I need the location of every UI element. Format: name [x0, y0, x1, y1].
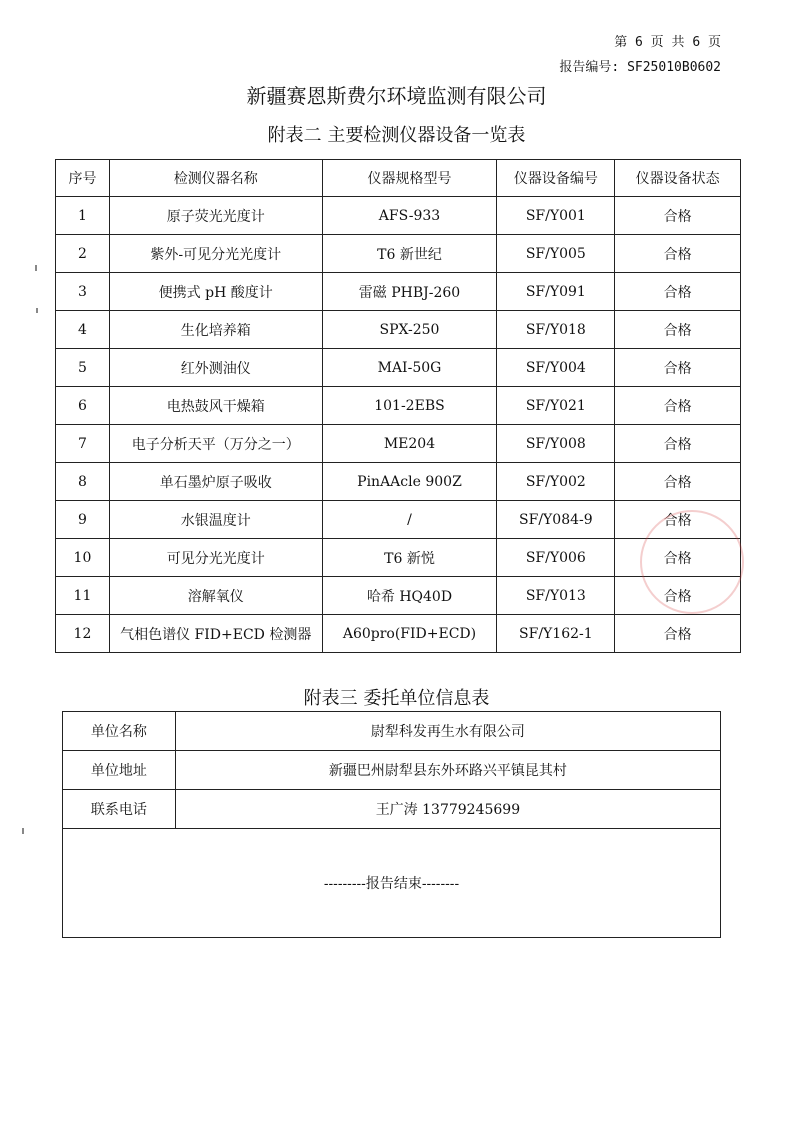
table-cell: SF/Y013 [497, 577, 615, 615]
table-cell: 雷磁 PHBJ-260 [322, 273, 497, 311]
table-cell: 11 [56, 577, 110, 615]
table-row [56, 387, 741, 425]
field-value: 新疆巴州尉犁县东外环路兴平镇昆其村 [175, 751, 720, 790]
table-cell: 2 [56, 235, 110, 273]
table-cell: 合格 [615, 387, 741, 425]
table-cell: 合格 [615, 273, 741, 311]
table-row [56, 501, 741, 539]
field-label: 单位地址 [63, 751, 176, 790]
client-info-table [62, 711, 721, 938]
table-cell: T6 新世纪 [322, 235, 497, 273]
company-name: 新疆赛恩斯费尔环境监测有限公司 [246, 84, 547, 108]
table-cell: / [322, 501, 497, 539]
table-cell: SF/Y001 [497, 197, 615, 235]
table-cell: 生化培养箱 [109, 311, 322, 349]
table-row [56, 463, 741, 501]
table-row [56, 311, 741, 349]
table-cell: 合格 [615, 539, 741, 577]
page-header [559, 30, 721, 80]
instrument-table-title: 附表二 主要检测仪器设备一览表 [267, 125, 526, 146]
field-value: 王广涛 13779245699 [175, 790, 720, 829]
col-header: 序号 [56, 160, 110, 197]
table-row [56, 349, 741, 387]
scan-mark [22, 828, 24, 834]
field-value: 尉犁科发再生水有限公司 [175, 712, 720, 751]
table-cell: 水银温度计 [109, 501, 322, 539]
table-cell: 7 [56, 425, 110, 463]
col-header: 仪器设备编号 [497, 160, 615, 197]
table-cell: 合格 [615, 425, 741, 463]
table-cell: 4 [56, 311, 110, 349]
table-cell: 9 [56, 501, 110, 539]
table-row [56, 425, 741, 463]
table-row [56, 273, 741, 311]
col-header: 仪器规格型号 [322, 160, 497, 197]
table-row [56, 539, 741, 577]
table-cell: SF/Y091 [497, 273, 615, 311]
table-cell: 单石墨炉原子吸收 [109, 463, 322, 501]
table-cell: 电热鼓风干燥箱 [109, 387, 322, 425]
table-cell: 合格 [615, 235, 741, 273]
page-indicator: 第 6 页 共 6 页 [614, 35, 721, 50]
table-cell: 合格 [615, 501, 741, 539]
table-cell: 6 [56, 387, 110, 425]
report-end: ---------报告结束-------- [63, 829, 721, 938]
col-header: 检测仪器名称 [109, 160, 322, 197]
table-row [63, 829, 721, 938]
table-row [63, 712, 721, 751]
table-cell: 紫外-可见分光光度计 [109, 235, 322, 273]
table-cell: 3 [56, 273, 110, 311]
table-cell: 原子荧光光度计 [109, 197, 322, 235]
table-cell: 12 [56, 615, 110, 653]
table-cell: PinAAcle 900Z [322, 463, 497, 501]
table-row [63, 751, 721, 790]
table-cell: SF/Y008 [497, 425, 615, 463]
table-cell: 合格 [615, 197, 741, 235]
table-cell: 合格 [615, 349, 741, 387]
table-cell: SF/Y018 [497, 311, 615, 349]
table-cell: SF/Y005 [497, 235, 615, 273]
table-cell: 溶解氧仪 [109, 577, 322, 615]
table-cell: 合格 [615, 615, 741, 653]
col-header: 仪器设备状态 [615, 160, 741, 197]
table-cell: T6 新悦 [322, 539, 497, 577]
field-label: 联系电话 [63, 790, 176, 829]
table-cell: 红外测油仪 [109, 349, 322, 387]
table-cell: SF/Y021 [497, 387, 615, 425]
table-cell: SPX-250 [322, 311, 497, 349]
table-cell: 5 [56, 349, 110, 387]
table-cell: 气相色谱仪 FID+ECD 检测器 [109, 615, 322, 653]
table-cell: SF/Y006 [497, 539, 615, 577]
table-cell: 101-2EBS [322, 387, 497, 425]
table-cell: SF/Y004 [497, 349, 615, 387]
table-cell: 合格 [615, 463, 741, 501]
table-cell: SF/Y084-9 [497, 501, 615, 539]
client-table-title: 附表三 委托单位信息表 [303, 688, 490, 709]
table-cell: 便携式 pH 酸度计 [109, 273, 322, 311]
table-cell: AFS-933 [322, 197, 497, 235]
table-header-row [56, 160, 741, 197]
report-number: 报告编号: SF25010B0602 [559, 60, 721, 75]
table-row [63, 790, 721, 829]
table-row [56, 577, 741, 615]
scan-mark [36, 308, 38, 313]
table-cell: MAI-50G [322, 349, 497, 387]
table-cell: 电子分析天平（万分之一） [109, 425, 322, 463]
table-row [56, 615, 741, 653]
table-row [56, 235, 741, 273]
table-cell: 哈希 HQ40D [322, 577, 497, 615]
table-cell: SF/Y162-1 [497, 615, 615, 653]
table-cell: 10 [56, 539, 110, 577]
table-cell: 1 [56, 197, 110, 235]
table-row [56, 197, 741, 235]
instrument-table [55, 159, 741, 653]
table-cell: SF/Y002 [497, 463, 615, 501]
scan-mark [35, 265, 37, 271]
table-cell: 合格 [615, 577, 741, 615]
table-cell: 8 [56, 463, 110, 501]
inspection-stamp [640, 510, 744, 614]
table-cell: 合格 [615, 311, 741, 349]
table-cell: A60pro(FID+ECD) [322, 615, 497, 653]
table-cell: ME204 [322, 425, 497, 463]
field-label: 单位名称 [63, 712, 176, 751]
table-cell: 可见分光光度计 [109, 539, 322, 577]
